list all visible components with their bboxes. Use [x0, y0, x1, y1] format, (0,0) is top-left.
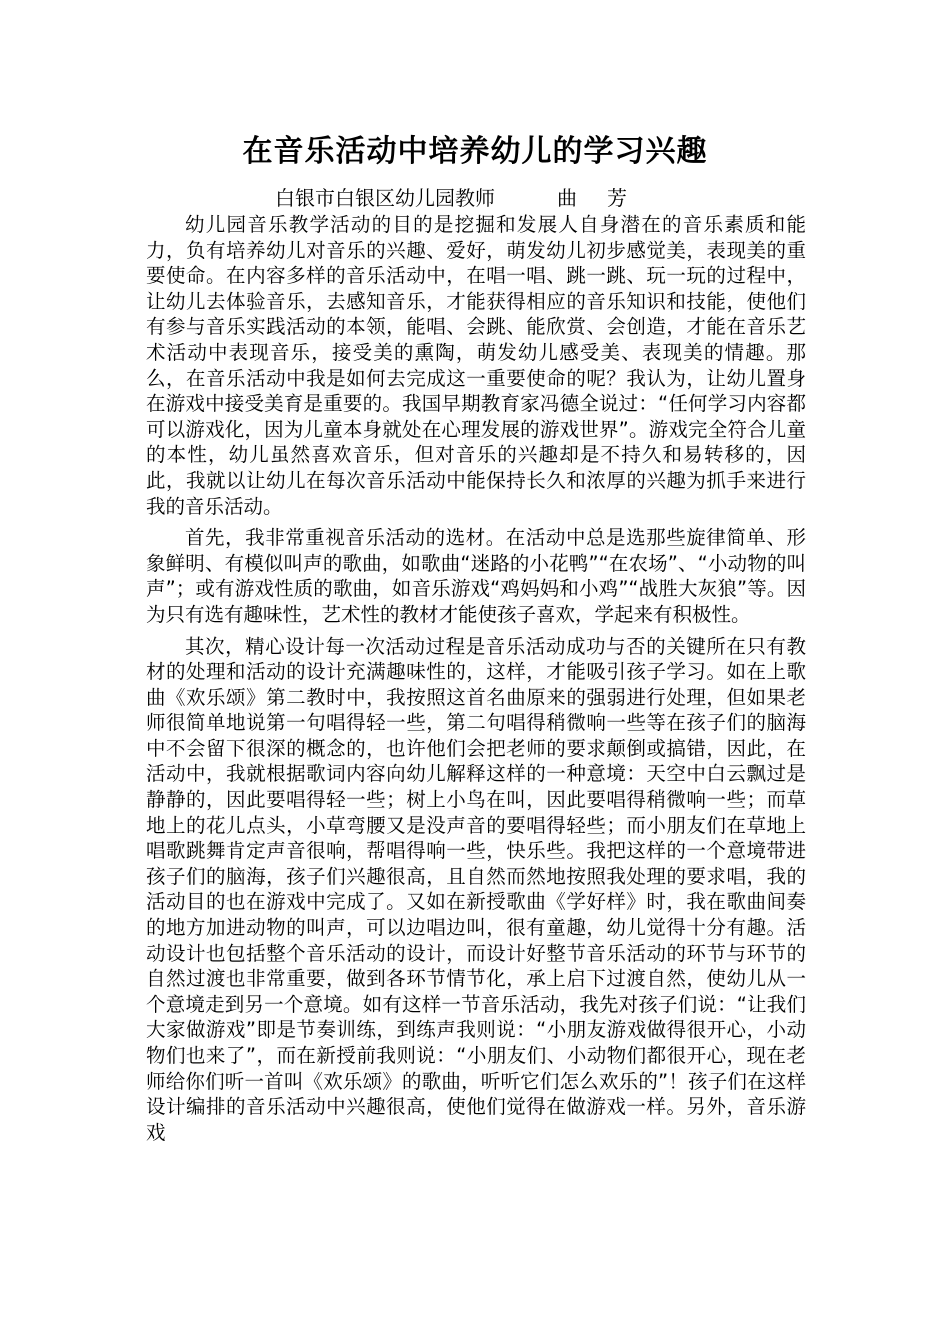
- document-title: 在音乐活动中培养幼儿的学习兴趣: [242, 134, 708, 169]
- document-body: [146, 212, 806, 1151]
- paragraph: 其次，精心设计每一次活动过程是音乐活动成功与否的关键所在只有教材的处理和活动的设计充满趣味性的，这样，才能吸引孩子学习。如在上歌曲《欢乐颂》第二教时中，我按照这首名曲原来的强弱进行处理，但如果老师很简单地说第一句唱得轻一些，第二句唱得稍微响一些等在孩子们的脑海中不会留下很深的概念的，也许他们会把老师的要求颠倒或搞错，因此，在活动中，我就根据歌词内容向幼儿解释这样的一种意境：天空中白云飘过是静静的，因此要唱得轻一些；树上小鸟在叫，因此要唱得稍微响一些；而草地上的花儿点头，小草弯腰又是没声音的要唱得轻些；而小朋友们在草地上唱歌跳舞肯定声音很响，帮唱得响一些，快乐些。我把这样的一个意境带进孩子们的脑海，孩子们兴趣很高，且自然而然地按照我处理的要求唱，我的活动目的也在游戏中完成了。又如在新授歌曲《学好样》时，我在歌曲间奏的地方加进动物的叫声，可以边唱边叫，很有童趣，幼儿觉得十分有趣。活动设计也包括整个音乐活动的设计，而设计好整节音乐活动的环节与环节的自然过渡也非常重要，做到各环节情节化，承上启下过渡自然，使幼儿从一个意境走到另一个意境。如有这样一节音乐活动，我先对孩子们说：“让我们大家做游戏”即是节奏训练，到练声我则说：“小朋友游戏做得很开心，小动物们也来了”，而在新授前我则说：“小朋友们、小动物们都很开心，现在老师给你们听一首叫《欢乐颂》的歌曲，听听它们怎么欢乐的”！孩子们在这样设计编排的音乐活动中兴趣很高，使他们觉得在做游戏一样。另外，音乐游戏: [146, 634, 806, 1144]
- author-affiliation: 白银市白银区幼儿园教师: [275, 186, 495, 210]
- author-name: 曲芳: [557, 186, 657, 210]
- paragraph: 幼儿园音乐教学活动的目的是挖掘和发展人自身潜在的音乐素质和能力，负有培养幼儿对音乐的兴趣、爱好，萌发幼儿初步感觉美，表现美的重要使命。在内容多样的音乐活动中，在唱一唱、跳一跳、玩一玩的过程中，让幼儿去体验音乐，去感知音乐，才能获得相应的音乐知识和技能，使他们有参与音乐实践活动的本领，能唱、会跳、能欣赏、会创造，才能在音乐艺术活动中表现音乐，接受美的熏陶，萌发幼儿感受美、表现美的情趣。那么，在音乐活动中我是如何去完成这一重要使命的呢？我认为，让幼儿置身在游戏中接受美育是重要的。我国早期教育家冯德全说过：“任何学习内容都可以游戏化，因为儿童本身就处在心理发展的游戏世界”。游戏完全符合儿童的本性，幼儿虽然喜欢音乐，但对音乐的兴趣却是不持久和易转移的，因此，我就以让幼儿在每次音乐活动中能保持长久和浓厚的兴趣为抓手来进行我的音乐活动。: [146, 213, 806, 518]
- author-byline: [275, 183, 657, 213]
- paragraph: 首先，我非常重视音乐活动的选材。在活动中总是选那些旋律简单、形象鲜明、有模似叫声的歌曲，如歌曲“迷路的小花鸭”“在农场”、“小动物的叫声”；或有游戏性质的歌曲，如音乐游戏“鸡妈妈和小鸡”“战胜大灰狼”等。因为只有选有趣味性，艺术性的教材才能使孩子喜欢，学起来有积极性。: [146, 526, 806, 626]
